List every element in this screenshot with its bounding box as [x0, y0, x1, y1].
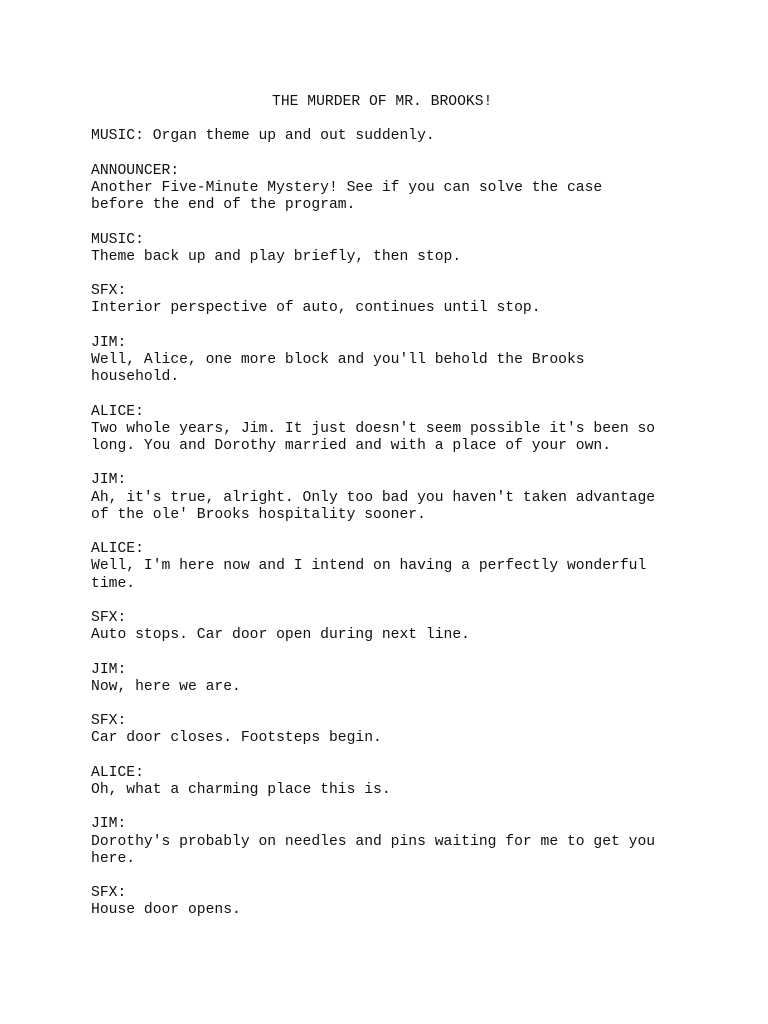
dialogue-line: of the ole' Brooks hospitality sooner. [91, 506, 426, 523]
script-block [91, 128, 711, 145]
script-block [91, 283, 711, 317]
script-block [91, 335, 711, 387]
script-block [91, 404, 711, 456]
script-block [91, 885, 711, 919]
dialogue-line: Ah, it's true, alright. Only too bad you haven't taken advantage [91, 489, 656, 506]
speaker-name: SFX: [91, 609, 127, 626]
dialogue-line: Interior perspective of auto, continues until stop. [91, 300, 541, 317]
dialogue-line: Theme back up and play briefly, then stop. [91, 248, 462, 265]
dialogue-line: Now, here we are. [91, 678, 241, 695]
dialogue-line: long. You and Dorothy married and with a place of your own. [91, 437, 612, 454]
dialogue-line: Well, Alice, one more block and you'll behold the Brooks [91, 351, 585, 368]
script-block [91, 541, 711, 593]
dialogue-line: Another Five-Minute Mystery! See if you can solve the case [91, 179, 603, 196]
dialogue-line: Well, I'm here now and I intend on having a perfectly wonderful [91, 558, 647, 575]
speaker-name: JIM: [91, 334, 127, 351]
script-block [91, 472, 711, 524]
script-block [91, 163, 711, 215]
script-block [91, 662, 711, 696]
script-block [91, 765, 711, 799]
dialogue-line: before the end of the program. [91, 197, 356, 214]
dialogue-line: Two whole years, Jim. It just doesn't seem possible it's been so [91, 420, 656, 437]
speaker-name: ALICE: [91, 764, 144, 781]
speaker-name: SFX: [91, 713, 127, 730]
speaker-name: ALICE: [91, 541, 144, 558]
script-block [91, 713, 711, 747]
script-page [91, 94, 711, 937]
speaker-name: SFX: [91, 283, 127, 300]
cue-line: MUSIC: Organ theme up and out suddenly. [91, 128, 435, 145]
speaker-name: JIM: [91, 661, 127, 678]
speaker-name: JIM: [91, 816, 127, 833]
script-block [91, 816, 711, 868]
dialogue-line: Auto stops. Car door open during next line. [91, 627, 470, 644]
script-block [91, 232, 711, 266]
dialogue-line: Oh, what a charming place this is. [91, 781, 391, 798]
script-block [91, 610, 711, 644]
dialogue-line: time. [91, 575, 136, 592]
dialogue-line: here. [91, 850, 136, 867]
script-title: THE MURDER OF MR. BROOKS! [272, 94, 493, 110]
speaker-name: JIM: [91, 472, 127, 489]
dialogue-line: Car door closes. Footsteps begin. [91, 730, 382, 747]
speaker-name: SFX: [91, 885, 127, 902]
speaker-name: MUSIC: [91, 231, 144, 248]
dialogue-line: Dorothy's probably on needles and pins waiting for me to get you [91, 833, 656, 850]
speaker-name: ANNOUNCER: [91, 162, 180, 179]
speaker-name: ALICE: [91, 403, 144, 420]
dialogue-line: House door opens. [91, 902, 241, 919]
dialogue-line: household. [91, 369, 180, 386]
